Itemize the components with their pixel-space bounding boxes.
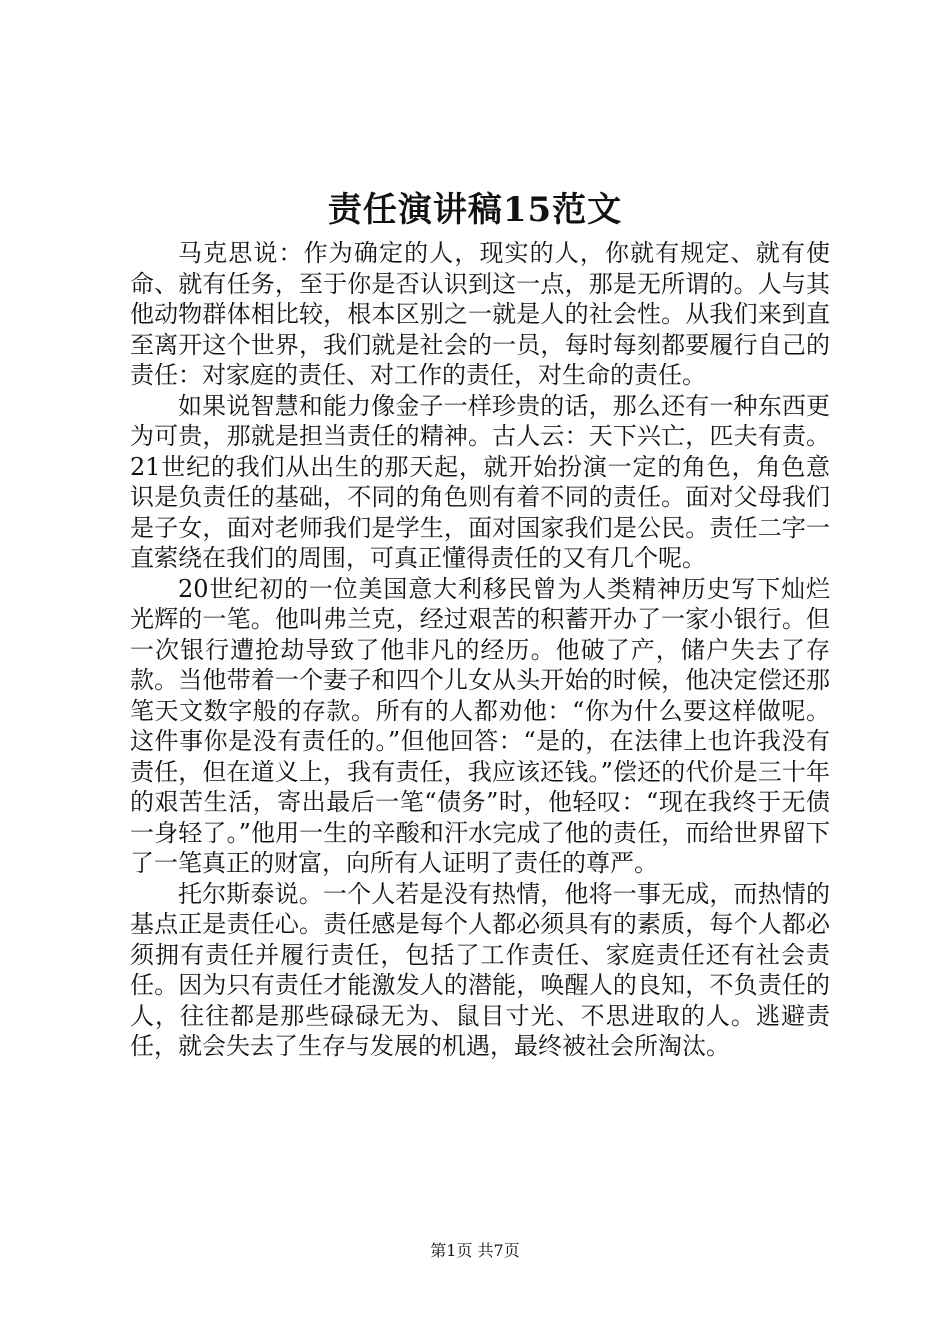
paragraph-3: 20世纪初的一位美国意大利移民曾为人类精神历史写下灿烂光辉的一笔。他叫弗兰克，经过艰苦的积蓄开办了一家小银行。但一次银行遭抢劫导致了他非凡的经历。他破了产，储户失去了存款。当他带着一个妻子和四个儿女从头开始的时候，他决定偿还那笔天文数字般的存款。所有的人都劝他：“你为什么要这样做呢。这件事你是没有责任的。”但他回答：“是的，在法律上也许我没有责任，但在道义上，我有责任，我应该还钱。”偿还的代价是三十年的艰苦生活，寄出最后一笔“债务”时，他轻叹：“现在我终于无债一身轻了。”他用一生的辛酸和汗水完成了他的责任，而给世界留下了一笔真正的财富，向所有人证明了责任的尊严。: [130, 574, 830, 877]
document-title: 责任演讲稿15范文: [327, 190, 623, 230]
paragraph-1: 马克思说：作为确定的人，现实的人，你就有规定、就有使命、就有任务，至于你是否认识到这一点，那是无所谓的。人与其他动物群体相比较，根本区别之一就是人的社会性。从我们来到直至离开这个世界，我们就是社会的一员，每时每刻都要履行自己的责任：对家庭的责任、对工作的责任，对生命的责任。: [130, 239, 830, 389]
paragraph-4: 托尔斯泰说。一个人若是没有热情，他将一事无成，而热情的基点正是责任心。责任感是每个人都必须具有的素质，每个人都必须拥有责任并履行责任，包括了工作责任、家庭责任还有社会责任。因为只有责任才能激发人的潜能，唤醒人的良知，不负责任的人，往往都是那些碌碌无为、鼠目寸光、不思进取的人。逃避责任，就会失去了生存与发展的机遇，最终被社会所淘汰。: [130, 879, 830, 1060]
page-number-footer: 第1页 共7页: [430, 1241, 520, 1260]
paragraph-2: 如果说智慧和能力像金子一样珍贵的话，那么还有一种东西更为可贵，那就是担当责任的精神。古人云：天下兴亡，匹夫有责。21世纪的我们从出生的那天起，就开始扮演一定的角色，角色意识是负责任的基础，不同的角色则有着不同的责任。面对父母我们是子女，面对老师我们是学生，面对国家我们是公民。责任二字一直萦绕在我们的周围，可真正懂得责任的又有几个呢。: [130, 391, 830, 572]
document-body: [130, 238, 830, 1062]
